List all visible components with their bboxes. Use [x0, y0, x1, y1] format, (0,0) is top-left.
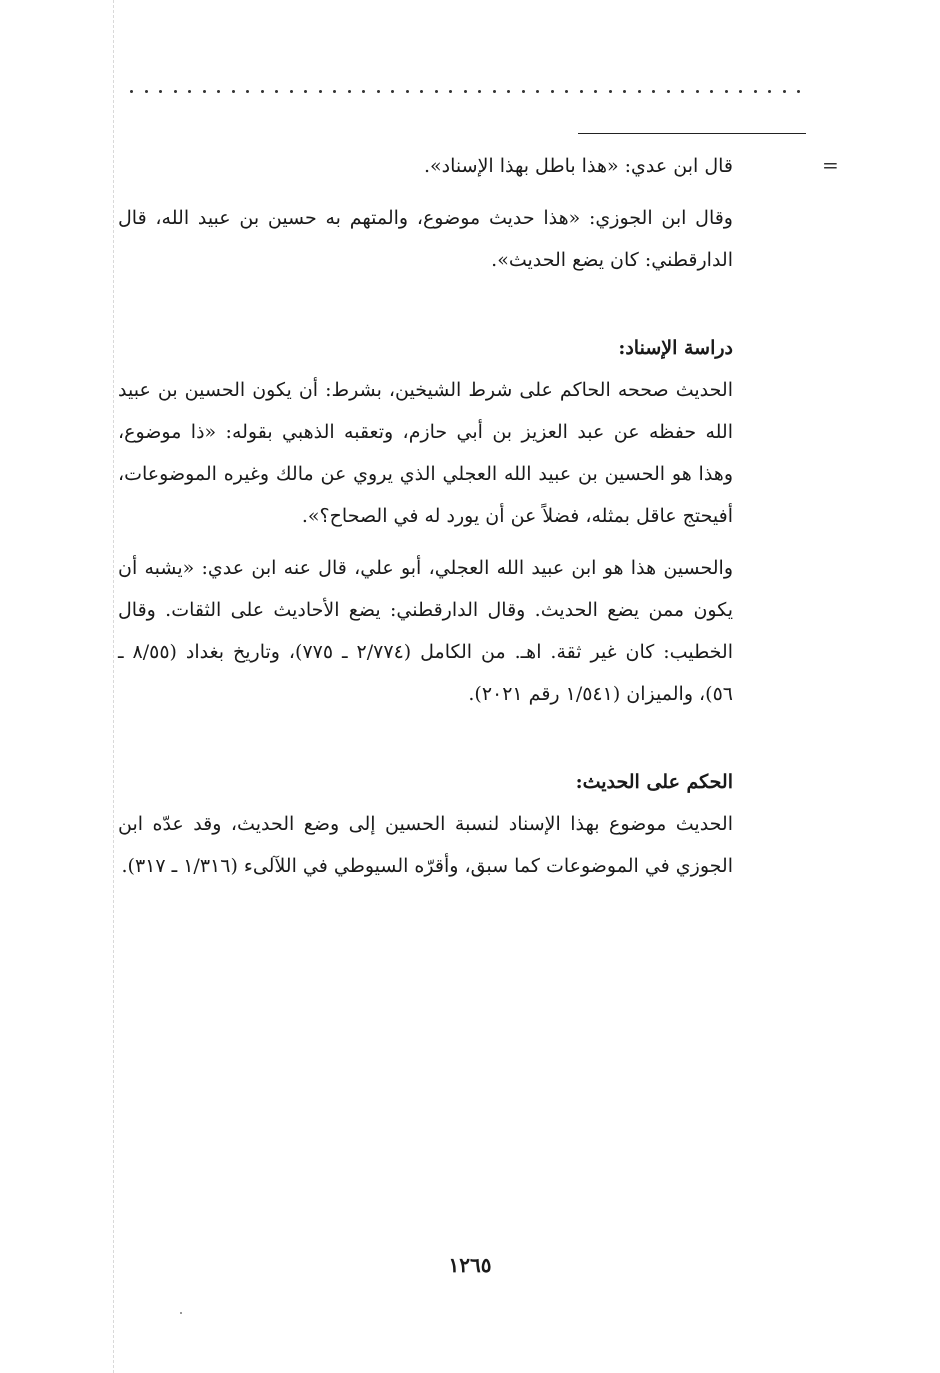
paragraph-ibn-al-jawzi: وقال ابن الجوزي: «هذا حديث موضوع، والمتهم به حسين بن عبيد الله، قال الدارقطني: كان يضع الحديث». [118, 207, 733, 271]
page-body [118, 145, 733, 887]
paragraph-ibn-adi: قال ابن عدي: «هذا باطل بهذا الإسناد». [424, 155, 733, 177]
scan-speck [180, 1312, 182, 1314]
footnote-rule [578, 133, 806, 134]
page-number: ١٢٦٥ [448, 1253, 492, 1277]
page-edge-line [113, 0, 114, 1373]
section-heading-isnad: دراسة الإسناد: [618, 337, 733, 359]
paragraph-ruling: الحديث موضوع بهذا الإسناد لنسبة الحسين إلى وضع الحديث، وقد عدّه ابن الجوزي في الموضوعات كما سبق، وأقرّه السيوطي في اللآلىء (١/٣١٦ ـ ٣١٧). [118, 813, 733, 877]
paragraph-isnad-study: الحديث صححه الحاكم على شرط الشيخين، بشرط: أن يكون الحسين بن عبيد الله حفظه عن عبد العزيز بن أبي حازم، وتعقبه الذهبي بقوله: «ذا موضوع، وهذا هو الحسين بن عبيد الله العجلي الذي يروي عن مالك وغيره الموضوعات، أفيحتج عاقل بمثله، فضلاً عن أن يورد له في الصحاح؟». [118, 379, 733, 527]
section-heading-ruling: الحكم على الحديث: [575, 771, 733, 793]
dotted-separator [130, 86, 800, 96]
continuation-mark: = [822, 153, 839, 177]
paragraph-narrator: والحسين هذا هو ابن عبيد الله العجلي، أبو علي، قال عنه ابن عدي: «يشبه أن يكون ممن يضع الحديث. وقال الدارقطني: يضع الأحاديث على الثقات. وقال الخطيب: كان غير ثقة. اهـ. من الكامل (٢/٧٧٤ ـ ٧٧٥)، وتاريخ بغداد (٨/٥٥ ـ ٥٦)، والميزان (١/٥٤١ رقم ٢٠٢١). [118, 557, 733, 705]
